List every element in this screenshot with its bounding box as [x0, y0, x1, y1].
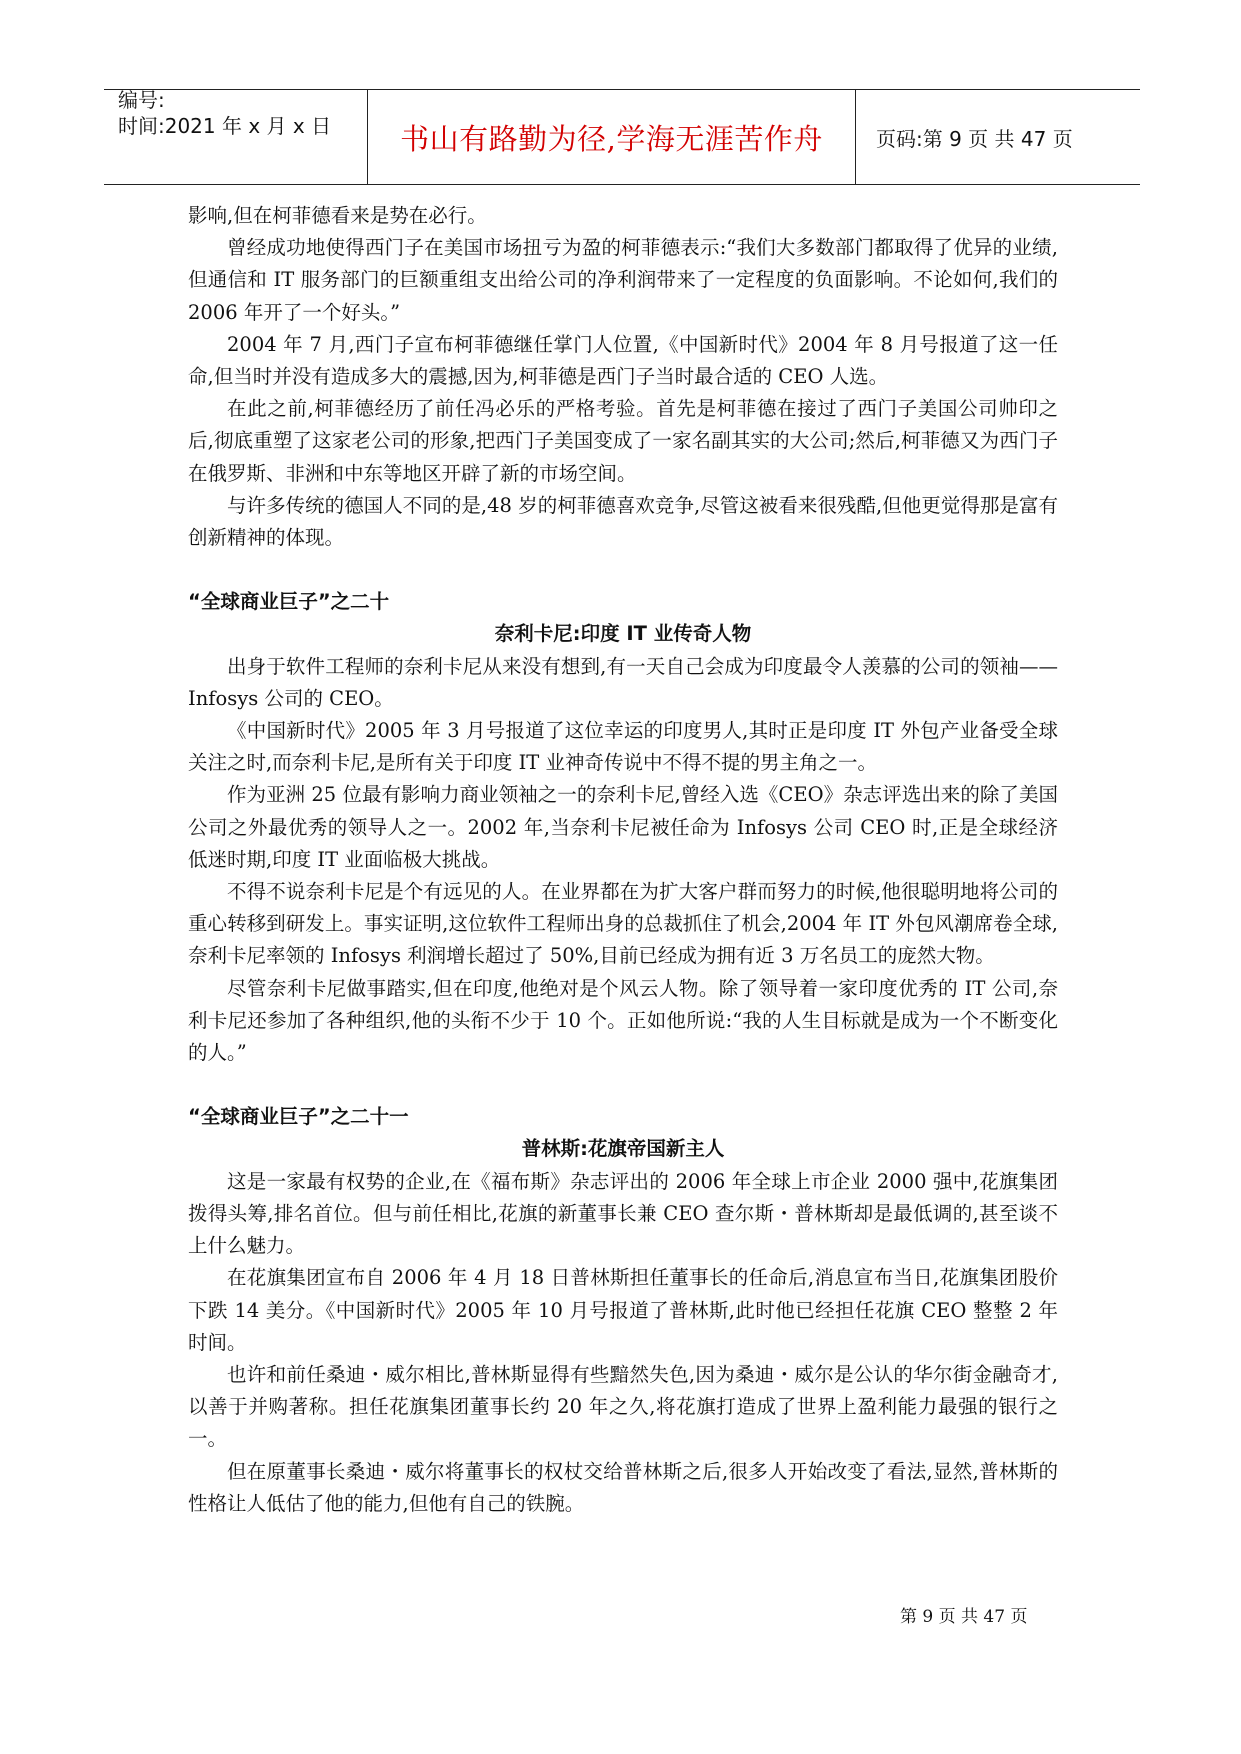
paragraph: 作为亚洲 25 位最有影响力商业领袖之一的奈利卡尼,曾经入选《CEO》杂志评选出来的除了美国公司之外最优秀的领导人之一。2002 年,当奈利卡尼被任命为 Infosys 公司 CEO 时,正是全球经济低迷时期,印度 IT 业面临极大挑战。	[188, 783, 1058, 871]
paragraph: 但在原董事长桑迪・威尔将董事长的权杖交给普林斯之后,很多人开始改变了看法,显然,普林斯的性格让人低估了他的能力,但他有自己的铁腕。	[188, 1459, 1058, 1515]
paragraph: 曾经成功地使得西门子在美国市场扭亏为盈的柯菲德表示:“我们大多数部门都取得了优异的业绩,但通信和 IT 服务部门的巨额重组支出给公司的净利润带来了一定程度的负面影响。不论如何,我们的 2006 年开了一个好头。”	[188, 236, 1058, 324]
paragraph: 与许多传统的德国人不同的是,48 岁的柯菲德喜欢竞争,尽管这被看来很残酷,但他更觉得那是富有创新精神的体现。	[188, 493, 1058, 550]
section-series-heading: “全球商业巨子”之二十一	[188, 1105, 409, 1129]
paragraph: 在此之前,柯菲德经历了前任冯必乐的严格考验。首先是柯菲德在接过了西门子美国公司帅印之后,彻底重塑了这家老公司的形象,把西门子美国变成了一家名副其实的大公司;然后,柯菲德又为西门子在俄罗斯、非洲和中东等地区开辟了新的市场空间。	[188, 397, 1058, 485]
header-page-cell	[856, 90, 1140, 184]
document-header	[104, 89, 1140, 185]
paragraph: 不得不说奈利卡尼是个有远见的人。在业界都在为扩大客户群而努力的时候,他很聪明地将公司的重心转移到研发上。事实证明,这位软件工程师出身的总裁抓住了机会,2004 年 IT 外包风潮席卷全球,奈利卡尼率领的 Infosys 利润增长超过了 50%,目前已经成为拥有近 3 万名员工的庞然大物。	[188, 880, 1058, 968]
header-motto: 书山有路勤为径,学海无涯苦作舟	[400, 122, 823, 156]
section-title: 普林斯:花旗帝国新主人	[521, 1137, 725, 1161]
document-number-label: 编号:	[118, 88, 165, 112]
header-motto-cell	[368, 90, 856, 184]
section-gap	[188, 1069, 1058, 1101]
section-title: 奈利卡尼:印度 IT 业传奇人物	[494, 622, 752, 646]
paragraph: 《中国新时代》2005 年 3 月号报道了这位幸运的印度男人,其时正是印度 IT 外包产业备受全球关注之时,而奈利卡尼,是所有关于印度 IT 业神奇传说中不得不提的男主角之一。	[188, 719, 1058, 775]
paragraph: 出身于软件工程师的奈利卡尼从来没有想到,有一天自己会成为印度最令人羡慕的公司的领袖——Infosys 公司的 CEO。	[188, 654, 1058, 710]
document-body	[188, 200, 1058, 1520]
paragraph: 影响,但在柯菲德看来是势在必行。	[188, 204, 487, 227]
paragraph: 这是一家最有权势的企业,在《福布斯》杂志评出的 2006 年全球上市企业 2000 强中,花旗集团拨得头筹,排名首位。但与前任相比,花旗的新董事长兼 CEO 查尔斯・普林斯却是最低调的,甚至谈不上什么魅力。	[188, 1169, 1058, 1258]
header-meta-cell	[104, 90, 368, 184]
paragraph: 在花旗集团宣布自 2006 年 4 月 18 日普林斯担任董事长的任命后,消息宣布当日,花旗集团股价下跌 14 美分。《中国新时代》2005 年 10 月号报道了普林斯,此时他已经担任花旗 CEO 整整 2 年时间。	[188, 1266, 1058, 1354]
section-gap	[188, 554, 1058, 586]
page-footer: 第 9 页 共 47 页	[900, 1607, 1028, 1627]
header-page-info: 页码:第 9 页 共 47 页	[876, 127, 1073, 151]
paragraph: 2004 年 7 月,西门子宣布柯菲德继任掌门人位置,《中国新时代》2004 年 8 月号报道了这一任命,但当时并没有造成多大的震撼,因为,柯菲德是西门子当时最合适的 CEO 人选。	[188, 332, 1058, 389]
section-series-heading: “全球商业巨子”之二十	[188, 590, 390, 614]
paragraph: 也许和前任桑迪・威尔相比,普林斯显得有些黯然失色,因为桑迪・威尔是公认的华尔街金融奇才,以善于并购著称。担任花旗集团董事长约 20 年之久,将花旗打造成了世界上盈利能力最强的银行之一。	[188, 1362, 1058, 1451]
paragraph: 尽管奈利卡尼做事踏实,但在印度,他绝对是个风云人物。除了领导着一家印度优秀的 IT 公司,奈利卡尼还参加了各种组织,他的头衔不少于 10 个。正如他所说:“我的人生目标就是成为一个不断变化的人。”	[188, 976, 1058, 1065]
document-time-label: 时间:2021 年 x 月 x 日	[118, 114, 332, 138]
